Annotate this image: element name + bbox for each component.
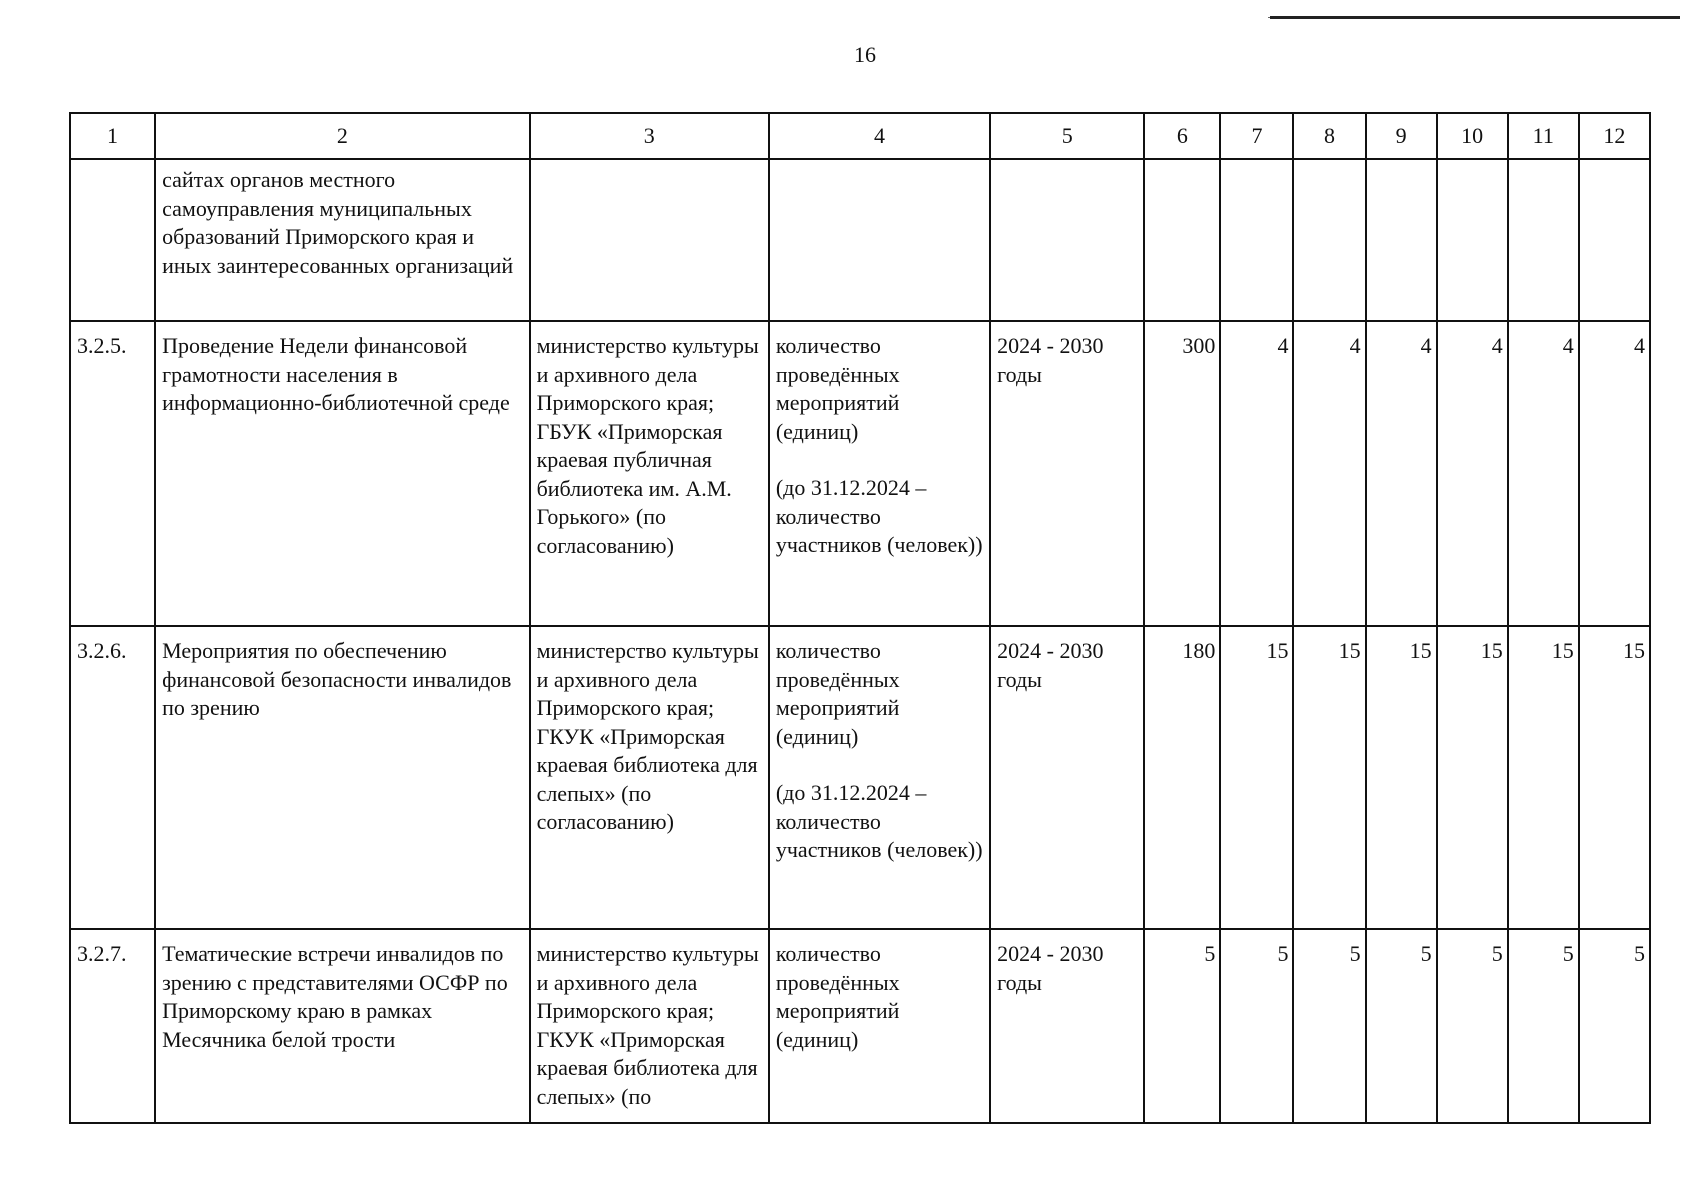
column-header: 3 xyxy=(530,113,769,159)
header-rule xyxy=(1270,16,1680,19)
row-value: 4 xyxy=(1437,321,1508,626)
column-header: 11 xyxy=(1508,113,1579,159)
row-name: Мероприятия по обеспечению финансовой безопасности инвалидов по зрению xyxy=(155,626,529,929)
row-value: 4 xyxy=(1293,321,1365,626)
row-value xyxy=(1579,159,1650,321)
row-executor: министерство культуры и архивного дела Приморского края; ГКУК «Приморская краевая библиотека для слепых» (по xyxy=(530,929,769,1123)
row-value xyxy=(1366,159,1437,321)
row-value xyxy=(1220,159,1293,321)
indicator-note: (до 31.12.2024 – количество участников (человек)) xyxy=(775,780,983,862)
row-indicator xyxy=(769,159,990,321)
row-value: 15 xyxy=(1220,626,1293,929)
table-row-continuation xyxy=(70,159,1650,321)
row-value: 4 xyxy=(1508,321,1579,626)
row-value xyxy=(1293,159,1365,321)
column-header: 2 xyxy=(155,113,529,159)
row-code: 3.2.7. xyxy=(70,929,155,1123)
row-value: 180 xyxy=(1144,626,1220,929)
row-value: 5 xyxy=(1144,929,1220,1123)
column-header: 6 xyxy=(1144,113,1220,159)
column-header: 10 xyxy=(1437,113,1508,159)
row-indicator xyxy=(769,626,990,929)
column-header: 1 xyxy=(70,113,155,159)
indicator-text: количество проведённых мероприятий (единиц) xyxy=(775,333,900,444)
row-value xyxy=(1437,159,1508,321)
row-code xyxy=(70,159,155,321)
indicator-note: (до 31.12.2024 – количество участников (человек)) xyxy=(775,475,983,557)
row-value: 5 xyxy=(1293,929,1365,1123)
table-row xyxy=(70,626,1650,929)
indicator-text: количество проведённых мероприятий (единиц) xyxy=(775,638,900,749)
row-name: сайтах органов местного самоуправления муниципальных образований Приморского края и иных заинтересованных организаций xyxy=(155,159,529,321)
row-value: 5 xyxy=(1508,929,1579,1123)
row-executor: министерство культуры и архивного дела Приморского края; ГБУК «Приморская краевая публичная библиотека им. А.М. Горького» (по согласованию) xyxy=(530,321,769,626)
program-activities-table xyxy=(69,112,1651,1124)
header-row xyxy=(70,113,1650,159)
page-number: 16 xyxy=(854,42,876,67)
row-value: 15 xyxy=(1293,626,1365,929)
column-header: 4 xyxy=(769,113,990,159)
row-value: 5 xyxy=(1366,929,1437,1123)
row-value: 5 xyxy=(1579,929,1650,1123)
column-header: 5 xyxy=(990,113,1144,159)
column-header: 12 xyxy=(1579,113,1650,159)
row-name: Тематические встречи инвалидов по зрению с представителями ОСФР по Приморскому краю в рамках Месячника белой трости xyxy=(155,929,529,1123)
row-code: 3.2.5. xyxy=(70,321,155,626)
row-value xyxy=(1508,159,1579,321)
row-value: 15 xyxy=(1366,626,1437,929)
row-value: 4 xyxy=(1366,321,1437,626)
row-value: 4 xyxy=(1220,321,1293,626)
column-header: 8 xyxy=(1293,113,1365,159)
table-row xyxy=(70,321,1650,626)
row-code: 3.2.6. xyxy=(70,626,155,929)
row-period: 2024 - 2030 годы xyxy=(990,929,1144,1123)
column-header: 7 xyxy=(1220,113,1293,159)
row-value: 15 xyxy=(1508,626,1579,929)
row-name: Проведение Недели финансовой грамотности населения в информационно-библиотечной среде xyxy=(155,321,529,626)
column-header: 9 xyxy=(1366,113,1437,159)
row-executor xyxy=(530,159,769,321)
row-value: 15 xyxy=(1437,626,1508,929)
row-executor: министерство культуры и архивного дела Приморского края; ГКУК «Приморская краевая библиотека для слепых» (по согласованию) xyxy=(530,626,769,929)
row-value xyxy=(1144,159,1220,321)
row-value: 4 xyxy=(1579,321,1650,626)
row-value: 5 xyxy=(1437,929,1508,1123)
row-value: 5 xyxy=(1220,929,1293,1123)
row-indicator xyxy=(769,321,990,626)
row-indicator: количество проведённых мероприятий (единиц) xyxy=(769,929,990,1123)
row-period: 2024 - 2030 годы xyxy=(990,626,1144,929)
row-value: 300 xyxy=(1144,321,1220,626)
table-row xyxy=(70,929,1650,1123)
row-period xyxy=(990,159,1144,321)
row-period: 2024 - 2030 годы xyxy=(990,321,1144,626)
row-value: 15 xyxy=(1579,626,1650,929)
